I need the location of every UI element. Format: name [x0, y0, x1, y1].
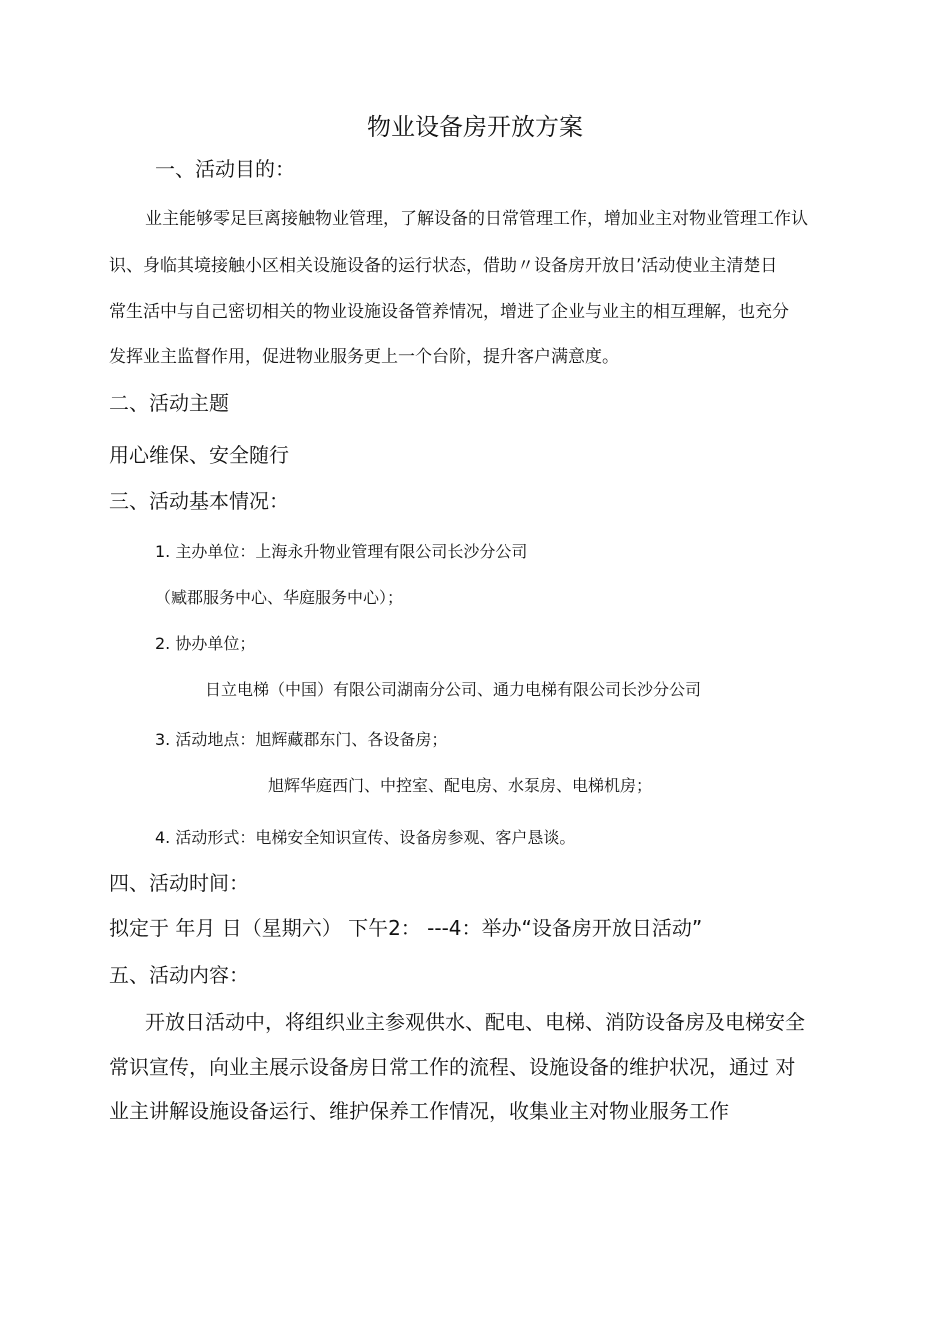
section-1-paragraph-line: 业主能够零足巨离接触物业管理，了解设备的日常管理工作，增加业主对物业管理工作认: [145, 209, 808, 229]
co-organizer-label: 2. 协办单位；: [155, 634, 256, 653]
organizer-note: （臧郡服务中心、华庭服务中心）；: [155, 588, 404, 607]
activity-theme: 用心维保、安全随行: [109, 443, 289, 467]
section-5-paragraph-line: 开放日活动中，将组织业主参观供水、配电、电梯、消防设备房及电梯安全: [145, 1010, 805, 1034]
location-line: 3. 活动地点：旭辉藏郡东门、各设备房；: [155, 730, 448, 749]
section-1-heading: 一、活动目的：: [155, 157, 295, 181]
section-4-heading: 四、活动时间：: [109, 871, 249, 895]
format-line: 4. 活动形式：电梯安全知识宣传、设备房参观、客户恳谈。: [155, 828, 576, 847]
section-1-paragraph-line: 发挥业主监督作用，促进物业服务更上一个台阶，提升客户满意度。: [109, 347, 619, 367]
section-5-paragraph-line: 业主讲解设施设备运行、维护保养工作情况，收集业主对物业服务工作: [109, 1099, 729, 1123]
activity-time: 拟定于 年月 日（星期六） 下午2： ---4：举办“设备房开放日活动”: [109, 916, 703, 940]
section-1-paragraph-line: 识、身临其境接触小区相关设施设备的运行状态，借助〃设备房开放日’活动使业主清楚日: [109, 256, 778, 276]
organizer-line: 1. 主办单位：上海永升物业管理有限公司长沙分公司: [155, 542, 528, 561]
section-3-heading: 三、活动基本情况：: [109, 489, 289, 513]
section-5-paragraph-line: 常识宣传，向业主展示设备房日常工作的流程、设施设备的维护状况，通过 对: [109, 1055, 796, 1079]
section-2-heading: 二、活动主题: [109, 391, 229, 415]
section-5-heading: 五、活动内容：: [109, 963, 249, 987]
location-line-2: 旭辉华庭西门、中控室、配电房、水泵房、电梯机房；: [268, 776, 653, 795]
section-1-paragraph-line: 常生活中与自己密切相关的物业设施设备管养情况，增进了企业与业主的相互理解，也充分: [109, 302, 789, 322]
page-title: 物业设备房开放方案: [367, 113, 583, 141]
co-organizer-value: 日立电梯（中国）有限公司湖南分公司、通力电梯有限公司长沙分公司: [205, 680, 702, 699]
